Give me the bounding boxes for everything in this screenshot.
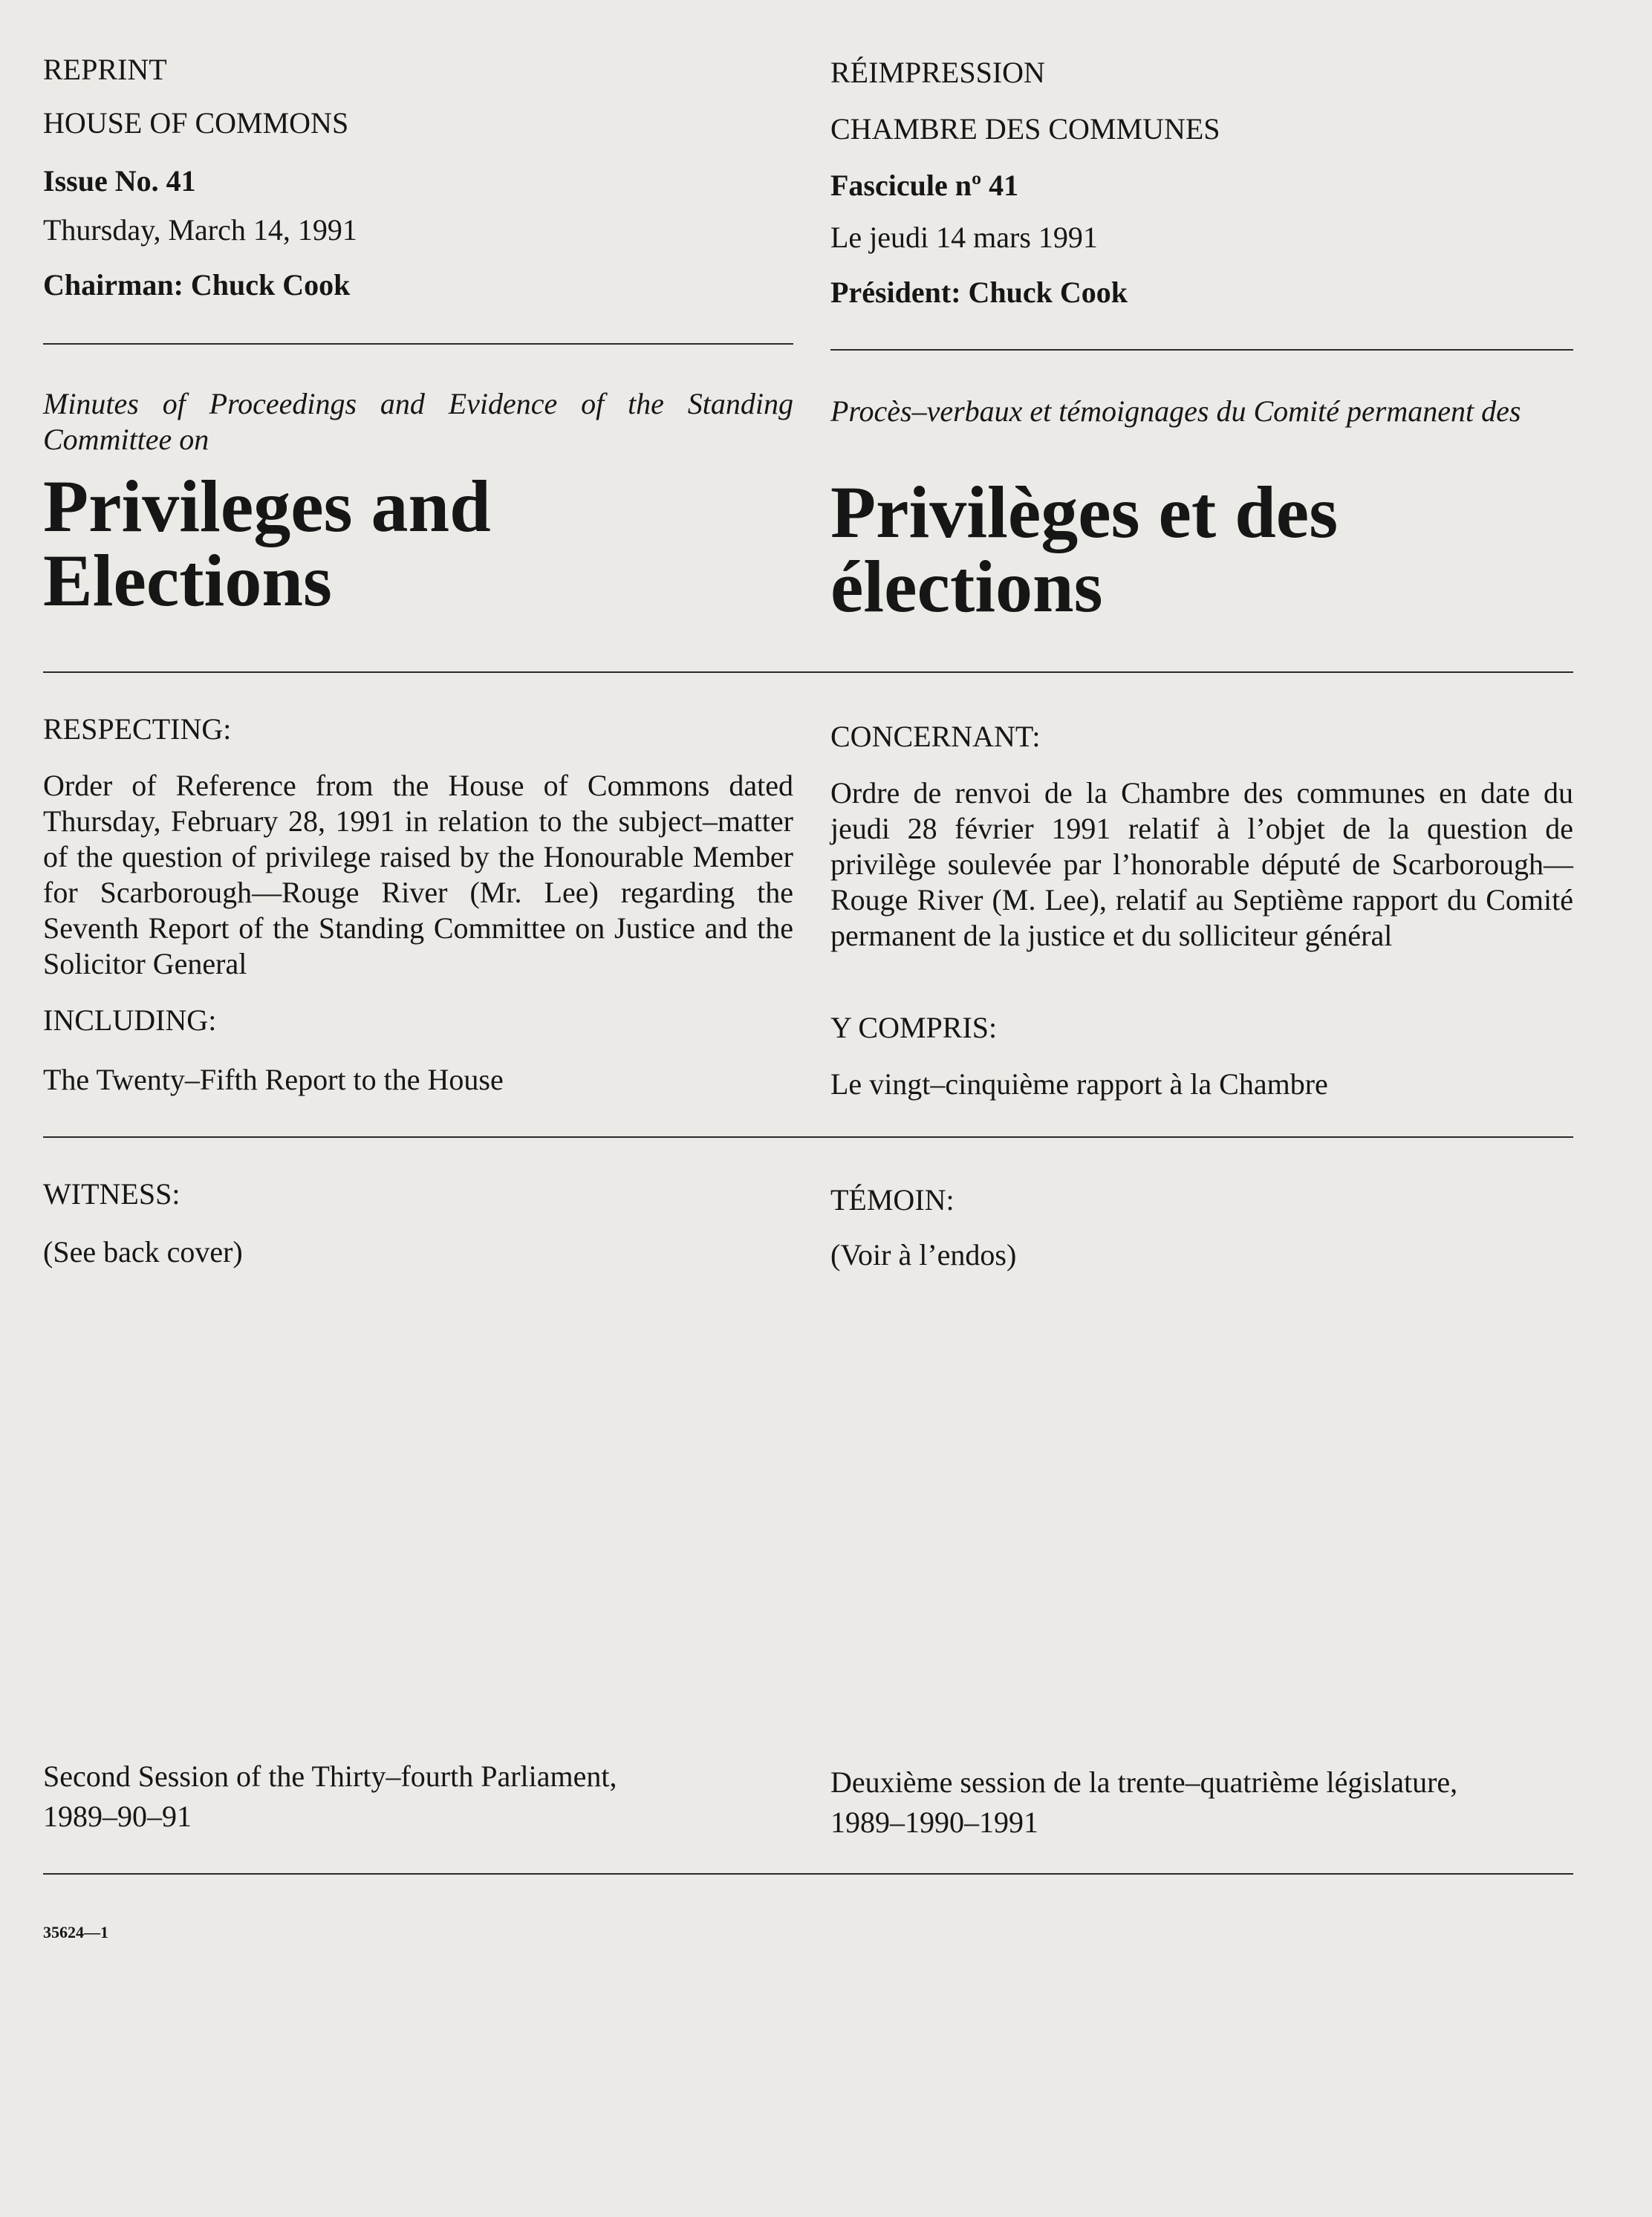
reprint-label-fr: RÉIMPRESSION bbox=[830, 56, 1045, 89]
committee-title-fr: Privilèges et des élections bbox=[830, 471, 1339, 628]
session-line: Second Session of the Thirty–fourth Parliament, bbox=[43, 1759, 617, 1793]
minutes-heading: Minutes of Proceedings and Evidence of the Standing Committee on bbox=[43, 387, 793, 456]
chairman-line-fr: Président: Chuck Cook bbox=[830, 276, 1128, 309]
including-label: INCLUDING: bbox=[43, 1003, 217, 1037]
house-name: HOUSE OF COMMONS bbox=[43, 106, 349, 140]
divider bbox=[43, 343, 793, 345]
issue-date: Thursday, March 14, 1991 bbox=[43, 213, 357, 247]
session-line-fr: Deuxième session de la trente–quatrième législature, bbox=[830, 1765, 1458, 1799]
minutes-heading-fr: Procès–verbaux et témoignages du Comité permanent des bbox=[830, 394, 1521, 428]
respecting-text: Order of Reference from the House of Commons dated Thursday, February 28, 1991 in relation to the subject–matter of the question of privilege raised by the Honourable Member for Scarborough—Rouge River (Mr. Lee) regarding the Seventh Report of the Standing Committee on Justice and the Solicitor General bbox=[43, 769, 793, 980]
including-text-fr: Le vingt–cinquième rapport à la Chambre bbox=[830, 1067, 1328, 1101]
witness-text-fr: (Voir à l’endos) bbox=[830, 1238, 1017, 1272]
divider bbox=[43, 1136, 1573, 1138]
witness-label-fr: TÉMOIN: bbox=[830, 1183, 955, 1217]
witness-text: (See back cover) bbox=[43, 1235, 243, 1269]
including-text: The Twenty–Fifth Report to the House bbox=[43, 1063, 504, 1096]
respecting-text-fr: Ordre de renvoi de la Chambre des communes en date du jeudi 28 février 1991 relatif à l’objet de la question de privilège soulevée par l’honorable député de Scarborough—Rouge River (M. Lee), relatif au Septième rapport du Comité permanent de la justice et du solliciteur général bbox=[830, 776, 1573, 952]
divider bbox=[43, 1873, 1573, 1875]
house-name-fr: CHAMBRE DES COMMUNES bbox=[830, 112, 1220, 146]
chairman-line: Chairman: Chuck Cook bbox=[43, 268, 351, 302]
session-years-fr: 1989–1990–1991 bbox=[830, 1806, 1038, 1839]
respecting-label: RESPECTING: bbox=[43, 712, 232, 746]
witness-label: WITNESS: bbox=[43, 1177, 181, 1211]
session-years: 1989–90–91 bbox=[43, 1800, 192, 1833]
including-label-fr: Y COMPRIS: bbox=[830, 1011, 998, 1044]
divider bbox=[830, 349, 1573, 351]
issue-number: Issue No. 41 bbox=[43, 164, 196, 198]
issue-date-fr: Le jeudi 14 mars 1991 bbox=[830, 221, 1098, 254]
respecting-label-fr: CONCERNANT: bbox=[830, 720, 1041, 753]
committee-title: Privileges and Elections bbox=[43, 465, 491, 622]
divider bbox=[43, 671, 1573, 673]
print-code: 35624—1 bbox=[43, 1923, 108, 1941]
reprint-label: REPRINT bbox=[43, 53, 167, 86]
issue-number-fr: Fascicule nº 41 bbox=[830, 169, 1019, 202]
